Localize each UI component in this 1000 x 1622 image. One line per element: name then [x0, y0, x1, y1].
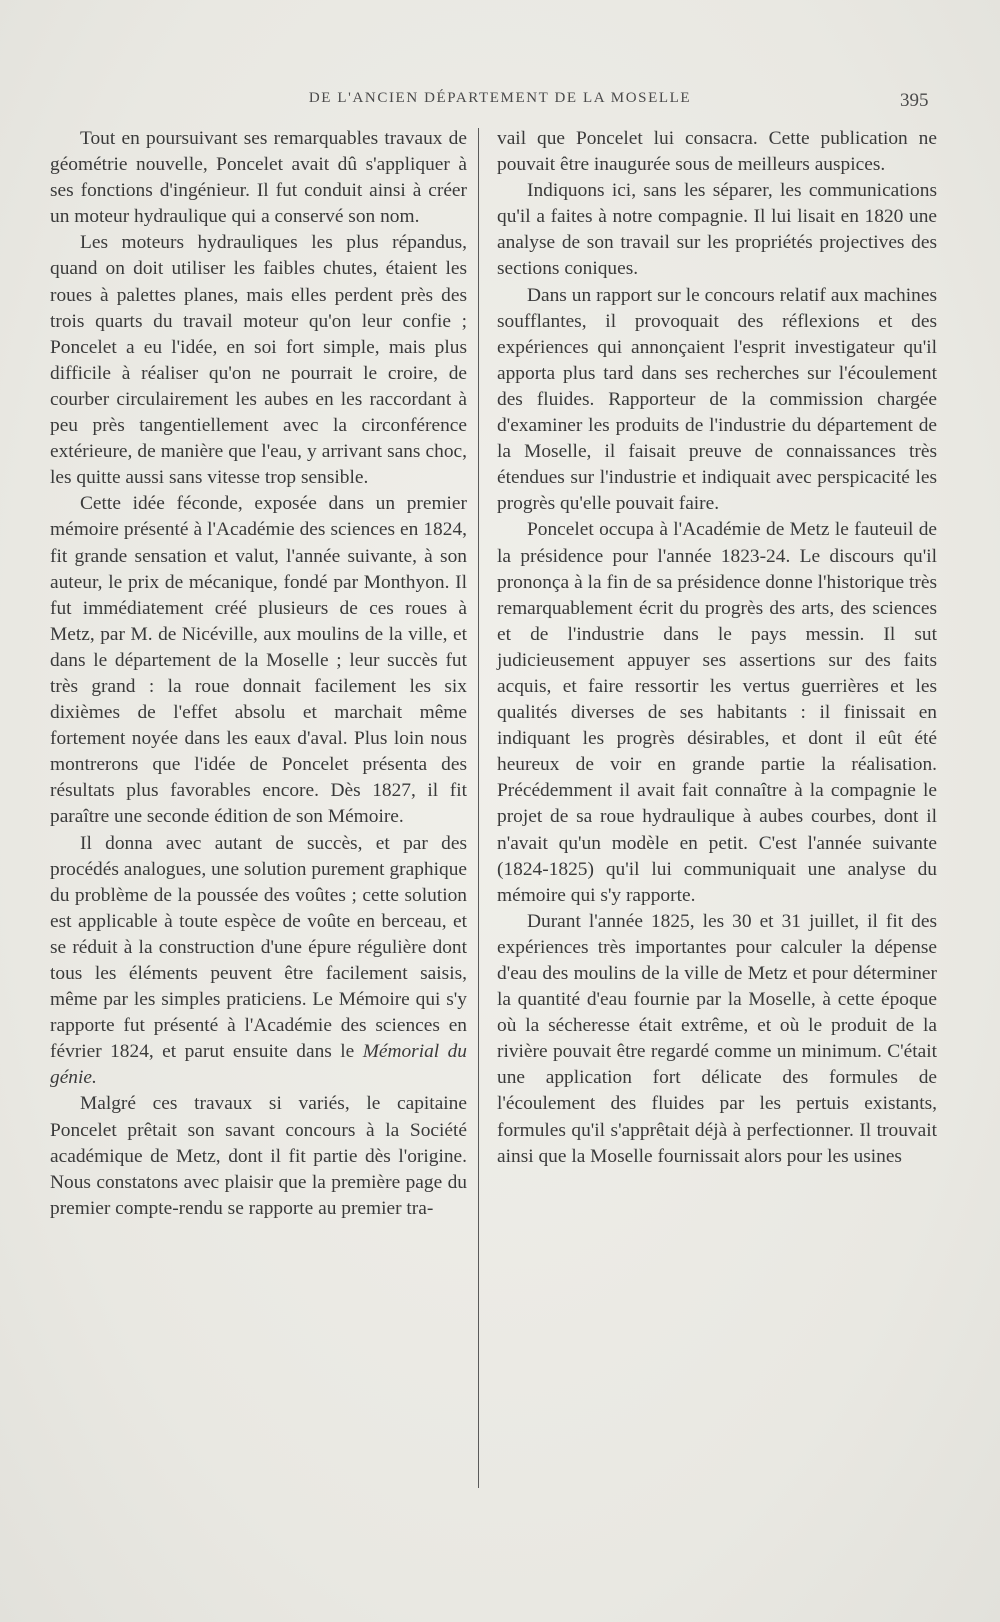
right-column: [497, 126, 937, 1170]
paragraph: [50, 831, 467, 1092]
paragraph: Poncelet occupa à l'Académie de Metz le fauteuil de la présidence pour l'année 1823-24. Le discours qu'il prononça à la fin de sa présidence donne l'historique très remarquablement écrit du progrès des arts, des sciences et de l'industrie dans le pays messin. Il sut judicieusement appuyer ses assertions sur des faits acquis, et faire ressortir les vertus guerrières et les qualités diverses de ses habitants : il finissait en indiquant les progrès désirables, et dont il eût été heureux de voir en grande partie la réalisation. Précédemment il avait fait connaître à la compagnie le projet de sa roue hydraulique à aubes courbes, dont il n'avait qu'un modèle en petit. C'est l'année suivante (1824-1825) qu'il lui communiquait une analyse du mémoire qui s'y rapporte.: [497, 519, 937, 906]
paragraph: Malgré ces travaux si variés, le capitaine Poncelet prêtait son savant concours à la Société académique de Metz, dont il fit partie dès l'origine. Nous constatons avec plaisir que la première page du premier compte-rendu se rapporte au premier tra-: [50, 1093, 467, 1219]
column-divider: [478, 128, 479, 1488]
paragraph: Tout en poursuivant ses remarquables travaux de géométrie nouvelle, Poncelet avait dû s'appliquer à ses fonctions d'ingénieur. Il fut conduit ainsi à créer un moteur hydraulique qui a conservé son nom.: [50, 128, 467, 228]
paragraph: Dans un rapport sur le concours relatif aux machines soufflantes, il provoquait des réflexions et des expériences qui annonçaient l'esprit investigateur qu'il apporta plus tard dans ses recherches sur l'écoulement des fluides. Rapporteur de la commission chargée d'examiner les produits de l'industrie du département de la Moselle, il faisait preuve de connaissances très étendues sur l'industrie et indiquait avec perspicacité les progrès qu'elle pouvait faire.: [497, 284, 937, 515]
paragraph: Durant l'année 1825, les 30 et 31 juillet, il fit des expériences très importantes pour calculer la dépense d'eau des moulins de la ville de Metz et pour déterminer la quantité d'eau fournie par la Moselle, à cette époque où la sécheresse était extrême, et où le produit de la rivière pouvait être regardé comme un minimum. C'était une application fort délicate des formules de l'écoulement des fluides par les pertuis existants, formules qu'il s'apprêtait déjà à perfectionner. Il trouvait ainsi que la Moselle fournissait alors pour les usines: [497, 910, 937, 1167]
page-number: 395: [900, 90, 929, 111]
paragraph: vail que Poncelet lui consacra. Cette publication ne pouvait être inaugurée sous de meilleurs auspices.: [497, 128, 937, 176]
paragraph: Indiquons ici, sans les séparer, les communications qu'il a faites à notre compagnie. Il lui lisait en 1820 une analyse de son travail sur les propriétés projectives des sections coniques.: [497, 180, 937, 280]
paragraph: Cette idée féconde, exposée dans un premier mémoire présenté à l'Académie des sciences en 1824, fit grande sensation et valut, l'année suivante, à son auteur, le prix de mécanique, fondé par Monthyon. Il fut immédiatement créé plusieurs de ces roues à Metz, par M. de Nicéville, aux moulins de la ville, et dans le département de la Moselle ; leur succès fut très grand : la roue donnait facilement les six dixièmes de l'effet absolu et marchait même fortement noyée dans les eaux d'aval. Plus loin nous montrerons que l'idée de Poncelet présenta des résultats plus favorables encore. Dès 1827, il fit paraître une seconde édition de son Mémoire.: [50, 493, 467, 828]
paragraph: Les moteurs hydrauliques les plus répandus, quand on doit utiliser les faibles chutes, étaient les roues à palettes planes, mais elles perdent près des trois quarts du travail moteur qu'on leur confie ; Poncelet a eu l'idée, en soi fort simple, mais plus difficile à réaliser qu'on ne pourrait le croire, de courber circulairement les aubes en les raccordant à peu près tangentiellement avec la circonférence extérieure, de manière que l'eau, y arrivant sans choc, les quitte aussi sans vitesse trop sensible.: [50, 232, 467, 489]
paragraph-text: Il donna avec autant de succès, et par des procédés analogues, une solution purement graphique du problème de la poussée des voûtes ; cette solution est applicable à toute espèce de voûte en berceau, et se réduit à la construction d'une épure régulière dont tous les éléments peuvent être facilement saisis, même par les simples praticiens. Le Mémoire qui s'y rapporte fut présenté à l'Académie des sciences en février 1824, et parut ensuite dans le: [50, 832, 467, 1063]
running-header: DE L'ANCIEN DÉPARTEMENT DE LA MOSELLE: [308, 90, 692, 106]
italic-title: Mémorial du génie.: [50, 1041, 467, 1089]
left-column: [50, 126, 467, 1222]
